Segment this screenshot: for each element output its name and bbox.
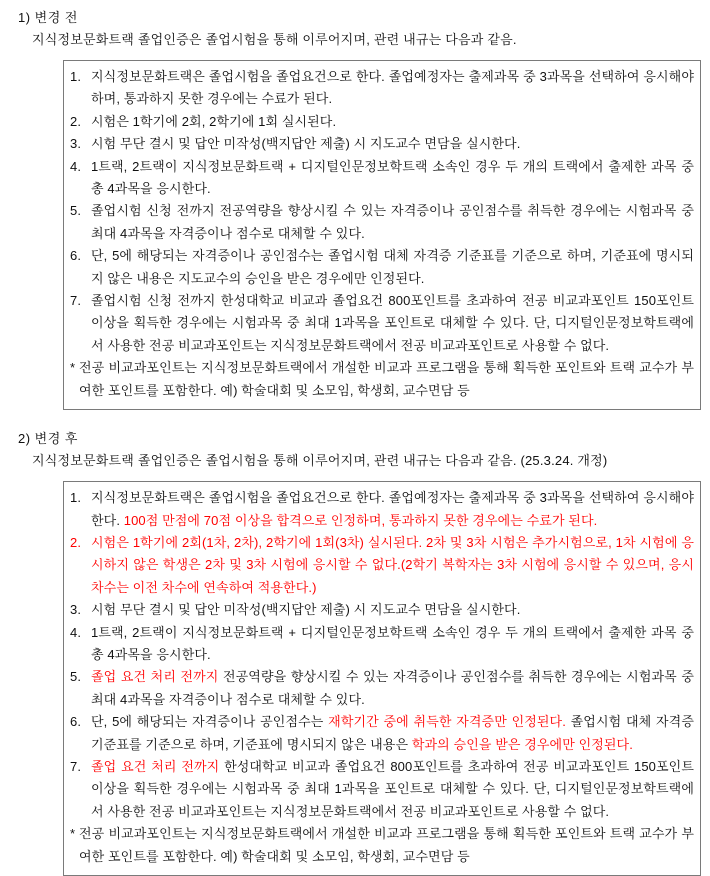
rule-item-text: [91, 599, 694, 621]
rule-item-text: [91, 290, 694, 357]
rule-item: [70, 200, 694, 245]
rule-text: 졸업시험 대체 자격증 기준표를 기준으로 하며, 기준표에 명시되지 않은 내용은: [91, 714, 694, 752]
rule-text: 졸업시험 신청 전까지 전공역량을 향상시킬 수 있는 자격증이나 공인점수를 취득한 경우에는 시험과목 중 최대 4과목을 자격증이나 점수로 대체할 수 있다.: [91, 203, 694, 241]
rules-box-after: [63, 481, 701, 876]
rule-item: [70, 756, 694, 823]
rule-item: [70, 245, 694, 290]
rule-text-revised: 100점 만점에 70점 이상을 합격으로 인정하며, 통과하지 못한 경우에는 수료가 된다.: [123, 512, 598, 528]
rule-item-text: [91, 711, 694, 756]
rules-list-after: [70, 487, 694, 868]
rule-item: [70, 711, 694, 756]
rule-item: [70, 290, 694, 357]
rule-item-text: [91, 487, 694, 532]
rule-item-marker: 3.: [70, 602, 82, 618]
rule-item: [70, 357, 694, 402]
rule-item-text: [91, 156, 694, 201]
rule-item-marker: *: [70, 826, 76, 842]
section-intro-after: 지식정보문화트랙 졸업인증은 졸업시험을 통해 이루어지며, 관련 내규는 다음과 같음. (25.3.24. 개정): [32, 453, 608, 469]
rule-text: 전공역량을 향상시킬 수 있는 자격증이나 공인점수를 취득한 경우에는 시험과목 중 최대 4과목을 자격증이나 점수로 대체할 수 있다.: [91, 669, 694, 707]
rule-item-text: [91, 66, 694, 111]
rule-item: [70, 133, 694, 155]
rule-item-text: [91, 111, 694, 133]
rule-text: 시험 무단 결시 및 답안 미작성(백지답안 제출) 시 지도교수 면담을 실시한다.: [91, 136, 521, 152]
rule-item-marker: 7.: [70, 293, 82, 309]
rule-item: [70, 66, 694, 111]
rules-box-before: [63, 60, 701, 410]
rule-item-text: [79, 823, 694, 868]
rule-text: 전공 비교과포인트는 지식정보문화트랙에서 개설한 비교과 프로그램을 통해 획득한 포인트와 트랙 교수가 부여한 포인트를 포함한다. 예) 학술대회 및 소모임, 학생회, 교수면담 등: [79, 360, 694, 398]
rule-item: [70, 487, 694, 532]
rule-item-marker: 3.: [70, 136, 82, 152]
rule-text: 지식정보문화트랙은 졸업시험을 졸업요건으로 한다. 졸업예정자는 출제과목 중 3과목을 선택하여 응시해야 한다.: [91, 490, 694, 528]
rule-item: [70, 156, 694, 201]
rule-item: [70, 823, 694, 868]
rule-item-marker: 7.: [70, 758, 82, 774]
rule-item-text: [91, 133, 694, 155]
rule-item: [70, 532, 694, 599]
rule-text: 단, 5에 해당되는 자격증이나 공인점수는 졸업시험 대체 자격증 기준표를 기준으로 하며, 기준표에 명시되지 않은 내용은 지도교수의 승인을 받은 경우에만 인정된다.: [91, 248, 694, 286]
rule-item-marker: 1.: [70, 69, 82, 84]
section-intro-before: 지식정보문화트랙 졸업인증은 졸업시험을 통해 이루어지며, 관련 내규는 다음과 같음.: [32, 32, 517, 47]
rule-text-revised: 졸업 요건 처리 전까지: [91, 669, 223, 685]
rule-item-marker: *: [70, 360, 76, 376]
section-heading-before: 1) 변경 전: [18, 10, 78, 25]
rule-text: 지식정보문화트랙은 졸업시험을 졸업요건으로 한다. 졸업예정자는 출제과목 중 3과목을 선택하여 응시해야 하며, 통과하지 못한 경우에는 수료가 된다.: [91, 69, 694, 107]
rule-item-text: [91, 245, 694, 290]
rule-text: 1트랙, 2트랙이 지식정보문화트랙 + 디지털인문정보학트랙 소속인 경우 두 개의 트랙에서 출제한 과목 중 총 4과목을 응시한다.: [91, 158, 694, 197]
rule-item-marker: 2.: [70, 113, 82, 129]
rule-item-marker: 6.: [70, 248, 82, 264]
rule-text: 단, 5에 해당되는 자격증이나 공인점수는: [91, 714, 329, 730]
rule-item-text: [79, 357, 694, 402]
rule-text: 전공 비교과포인트는 지식정보문화트랙에서 개설한 비교과 프로그램을 통해 획득한 포인트와 트랙 교수가 부여한 포인트를 포함한다. 예) 학술대회 및 소모임, 학생회, 교수면담 등: [79, 826, 694, 864]
rule-item-text: [91, 200, 694, 245]
rule-text-revised: 시험은 1학기에 2회(1차, 2차), 2학기에 1회(3차) 실시된다. 2차 및 3차 시험은 추가시험으로, 1차 시험에 응시하지 않은 학생은 2차 및 3차 시험에 응시할 수 없다.(2학기 복학자는 3차 시험에 응시할 수 있으며, 응시 차수는 이전 차수에 연속하여 적용한다.): [91, 534, 694, 595]
rule-item: [70, 111, 694, 133]
rules-list-before: [70, 66, 694, 402]
rule-text: 시험 무단 결시 및 답안 미작성(백지답안 제출) 시 지도교수 면담을 실시한다.: [91, 602, 521, 618]
rule-item-marker: 5.: [70, 669, 82, 685]
rule-item: [70, 622, 694, 667]
rule-text: 시험은 1학기에 2회, 2학기에 1회 실시된다.: [91, 113, 337, 129]
rule-item-marker: 6.: [70, 714, 82, 730]
rule-item-text: [91, 622, 694, 667]
rule-item: [70, 666, 694, 711]
rule-item-marker: 5.: [70, 203, 82, 219]
rule-item-text: [91, 666, 694, 711]
rule-item: [70, 599, 694, 621]
section-before-change: [18, 8, 701, 410]
rule-text-revised: 학과의 승인을 받은 경우에만 인정된다.: [411, 736, 633, 752]
rule-item-marker: 2.: [70, 534, 82, 550]
section-after-change: [18, 429, 701, 876]
rule-item-text: [91, 532, 694, 599]
rule-text: 1트랙, 2트랙이 지식정보문화트랙 + 디지털인문정보학트랙 소속인 경우 두 개의 트랙에서 출제한 과목 중 총 4과목을 응시한다.: [91, 624, 694, 662]
rule-text-revised: 재학기간 중에 취득한 자격증만 인정된다.: [328, 714, 566, 730]
rule-item-marker: 1.: [70, 490, 82, 506]
section-heading-after: 2) 변경 후: [18, 431, 78, 447]
rule-item-text: [91, 756, 694, 823]
rule-item-marker: 4.: [70, 158, 82, 174]
rule-item-marker: 4.: [70, 624, 82, 640]
rule-text: 졸업시험 신청 전까지 한성대학교 비교과 졸업요건 800포인트를 초과하여 전공 비교과포인트 150포인트 이상을 획득한 경우에는 시험과목 중 최대 1과목을 포인트로 대체할 수 있다. 단, 디지털인문정보학트랙에서 사용한 전공 비교과포인트는 지식정보문화트랙에서 전공 비교과포인트로 사용할 수 없다.: [91, 293, 694, 353]
rule-text: 한성대학교 비교과 졸업요건 800포인트를 초과하여 전공 비교과포인트 150포인트 이상을 획득한 경우에는 시험과목 중 최대 1과목을 포인트로 대체할 수 있다. 단, 디지털인문정보학트랙에서 사용한 전공 비교과포인트는 지식정보문화트랙에서 전공 비교과포인트로 사용할 수 없다.: [91, 758, 694, 819]
rule-text-revised: 졸업 요건 처리 전까지: [91, 758, 225, 774]
